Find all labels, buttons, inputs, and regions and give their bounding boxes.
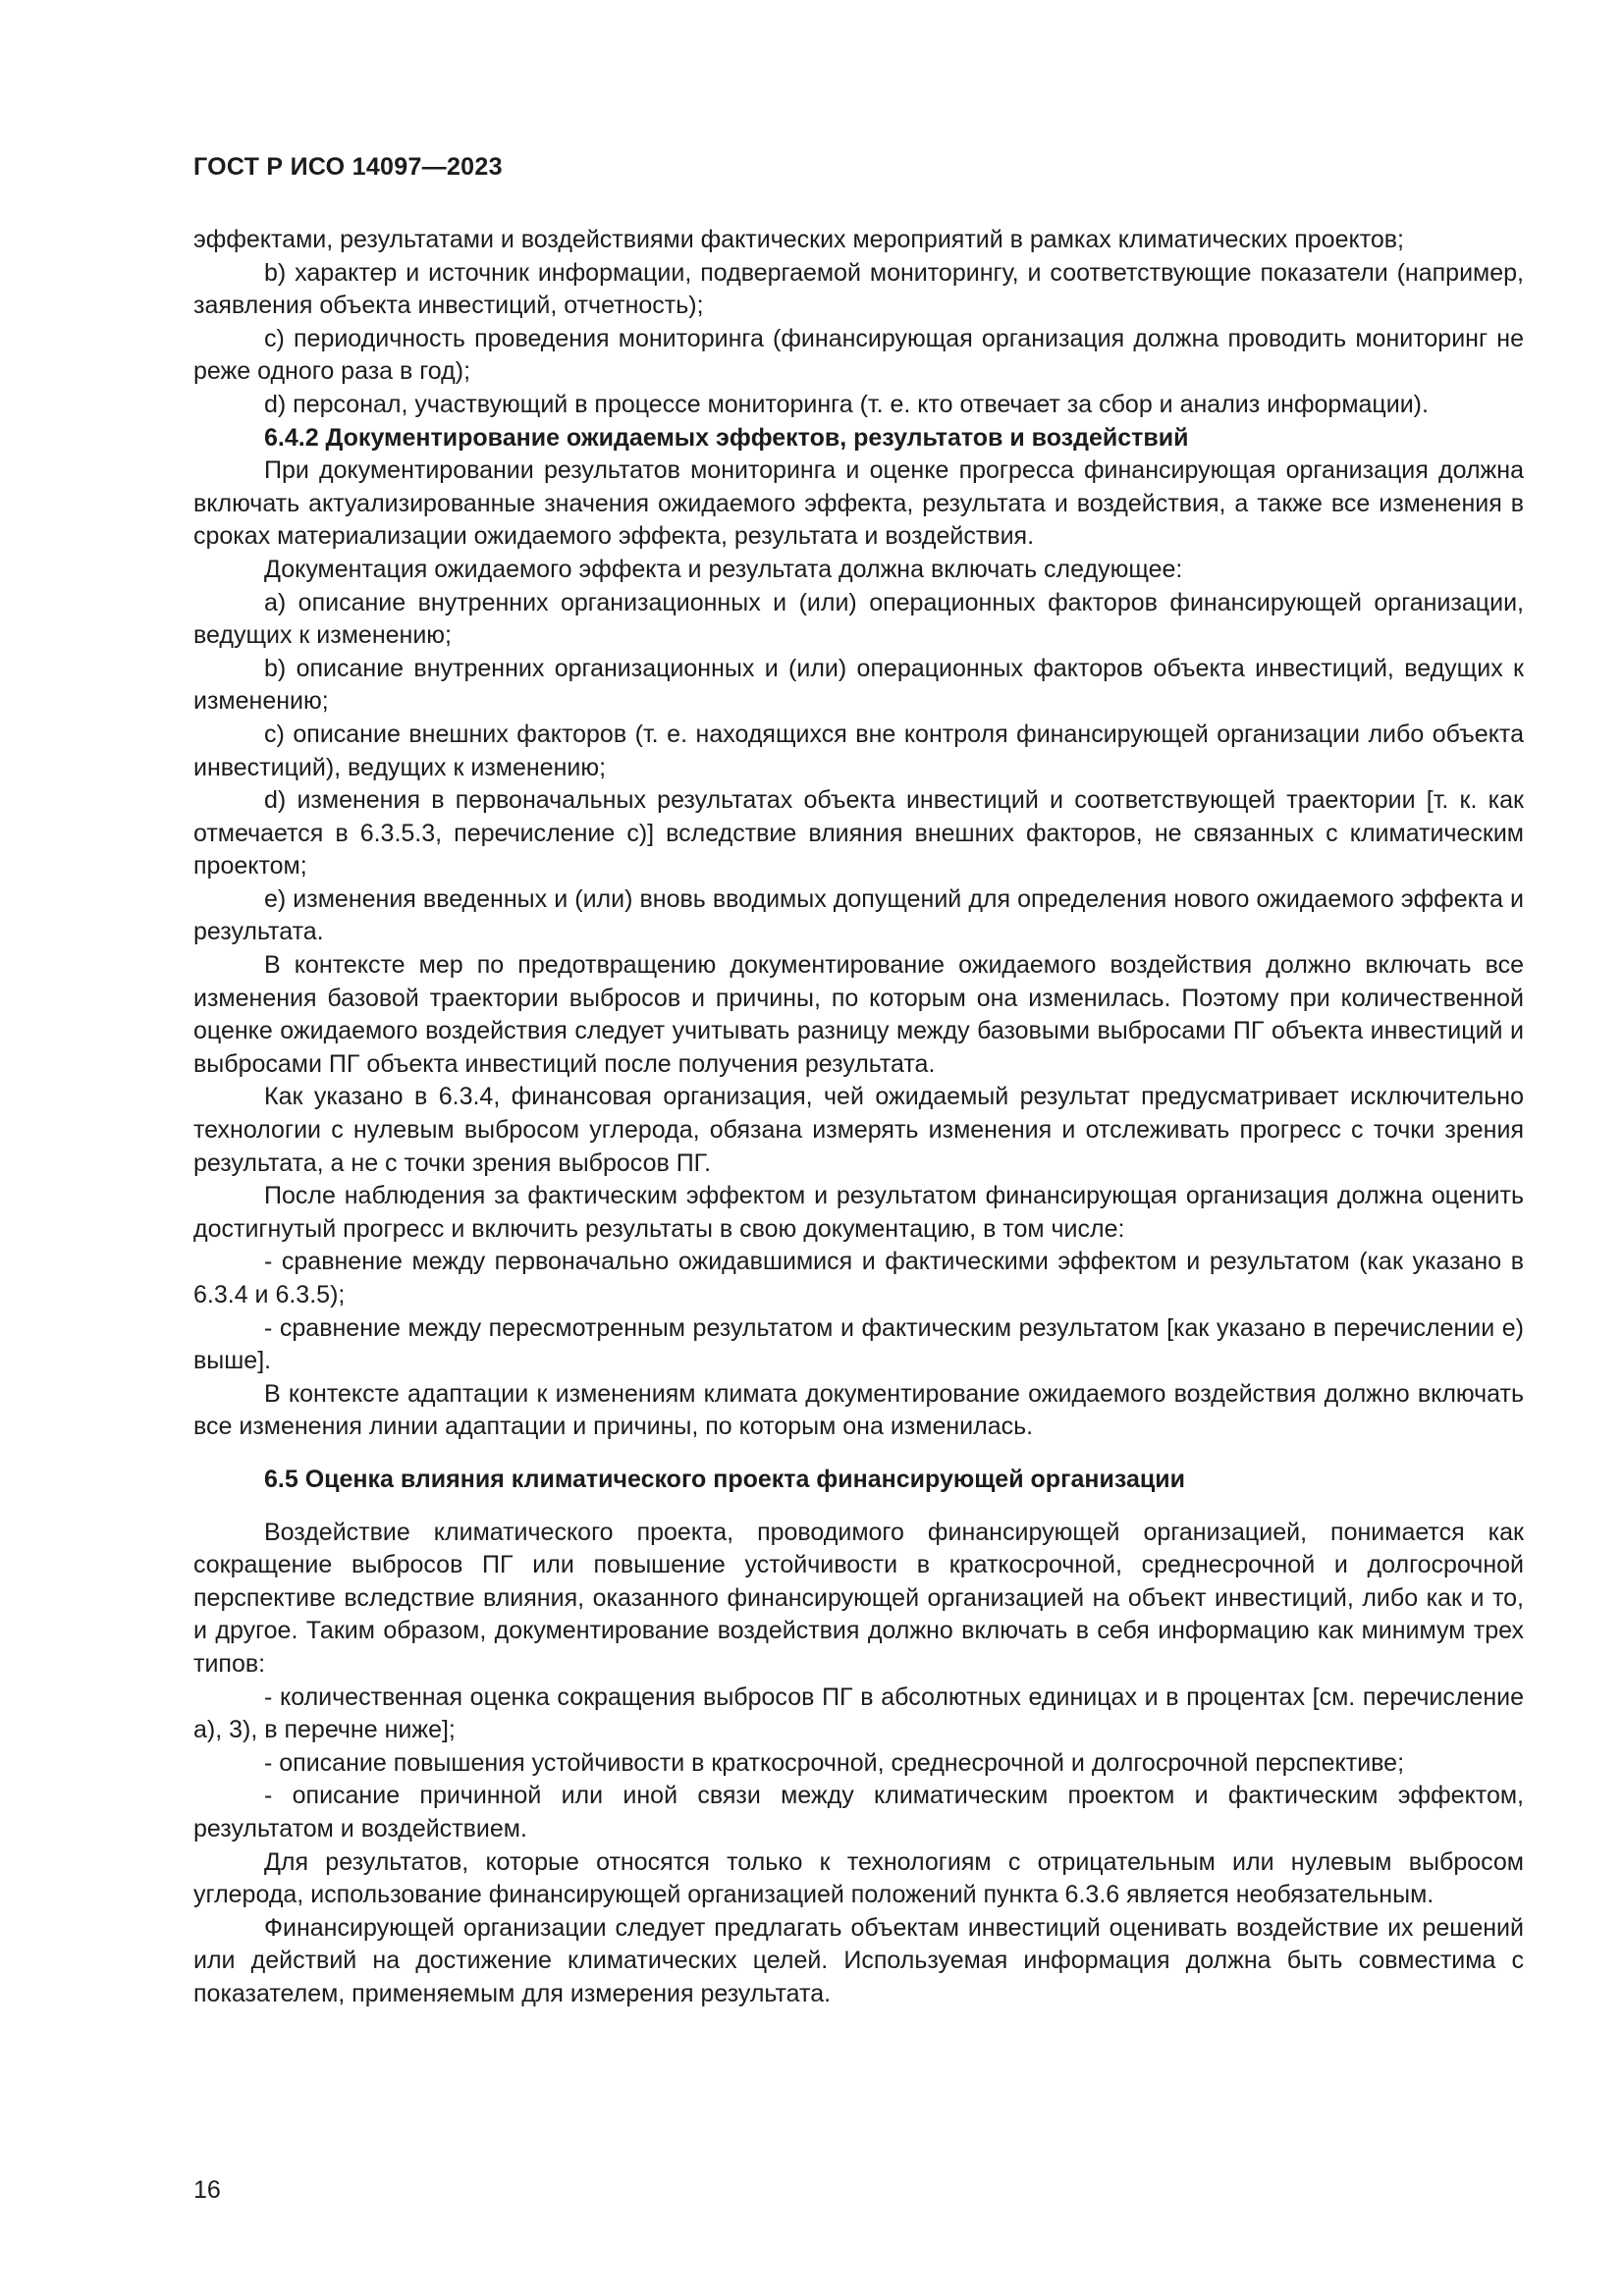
section-heading: 6.5 Оценка влияния климатического проекта финансирующей организации [264, 1465, 1185, 1493]
paragraph: a) описание внутренних организационных и (или) операционных факторов финансирующей организации, ведущих к изменению; [193, 588, 1524, 650]
paragraph: - описание повышения устойчивости в краткосрочной, среднесрочной и долгосрочной перспективе; [264, 1748, 1405, 1777]
body-text [193, 224, 1524, 2010]
paragraph: Воздействие климатического проекта, проводимого финансирующей организацией, понимается как сокращение выбросов ПГ или повышение устойчивости в краткосрочной, среднесрочной и долгосрочной перспективе вследствие влияния, оказанного финансирующей организацией на объект инвестиций, либо как и то, и другое. Таким образом, документирование воздействия должно включать в себя информацию как минимум трех типов: [193, 1518, 1524, 1678]
paragraph: При документировании результатов мониторинга и оценке прогресса финансирующая организация должна включать актуализированные значения ожидаемого эффекта, результата и воздействия, а также все изменения в сроках материализации ожидаемого эффекта, результата и воздействия. [193, 456, 1524, 551]
paragraph: В контексте мер по предотвращению документирование ожидаемого воздействия должно включать все изменения базовой траектории выбросов и причины, по которым она изменилась. Поэтому при количественной оценке ожидаемого воздействия следует учитывать разницу между базовыми выбросами ПГ объекта инвестиций и выбросами ПГ объекта инвестиций после получения результата. [193, 951, 1524, 1078]
paragraph: Для результатов, которые относятся только к технологиям с отрицательным или нулевым выбросом углерода, использование финансирующей организацией положений пункта 6.3.6 является необязательным. [193, 1847, 1524, 1909]
paragraph: - описание причинной или иной связи между климатическим проектом и фактическим эффектом, результатом и воздействием. [193, 1782, 1524, 1842]
paragraph: b) характер и источник информации, подвергаемой мониторингу, и соответствующие показатели (например, заявления объекта инвестиций, отчетность); [193, 258, 1524, 320]
paragraph: c) описание внешних факторов (т. е. находящихся вне контроля финансирующей организации либо объекта инвестиций), ведущих к изменению; [193, 720, 1524, 781]
section-heading: 6.4.2 Документирование ожидаемых эффектов, результатов и воздействий [264, 423, 1189, 452]
paragraph: b) описание внутренних организационных и (или) операционных факторов объекта инвестиций, ведущих к изменению; [193, 654, 1524, 716]
paragraph: Финансирующей организации следует предлагать объектам инвестиций оценивать воздействие их решений или действий на достижение климатических целей. Используемая информация должна быть совместима с показателем, применяемым для измерения результата. [193, 1913, 1524, 2007]
paragraph: В контексте адаптации к изменениям климата документирование ожидаемого воздействия должно включать все изменения линии адаптации и причины, по которым она изменилась. [193, 1379, 1524, 1441]
paragraph: Как указано в 6.3.4, финансовая организация, чей ожидаемый результат предусматривает исключительно технологии с нулевым выбросом углерода, обязана измерять изменения и отслеживать прогресс с точки зрения результата, а не с точки зрения выбросов ПГ. [193, 1083, 1524, 1177]
paragraph: - сравнение между пересмотренным результатом и фактическим результатом [как указано в перечислении e) выше]. [193, 1313, 1524, 1375]
paragraph: d) изменения в первоначальных результатах объекта инвестиций и соответствующей траектории [т. к. как отмечается в 6.3.5.3, перечисление c)] вследствие влияния внешних факторов, не связанных с климатическим проектом; [193, 786, 1524, 881]
document-code-header: ГОСТ Р ИСО 14097—2023 [193, 153, 503, 181]
page-number: 16 [193, 2176, 221, 2204]
paragraph: e) изменения введенных и (или) вновь вводимых допущений для определения нового ожидаемого эффекта и результата. [193, 884, 1524, 946]
paragraph: c) периодичность проведения мониторинга (финансирующая организация должна проводить мониторинг не реже одного раза в год); [193, 324, 1524, 386]
paragraph: - сравнение между первоначально ожидавшимися и фактическими эффектом и результатом (как указано в 6.3.4 и 6.3.5); [193, 1248, 1524, 1308]
paragraph: - количественная оценка сокращения выбросов ПГ в абсолютных единицах и в процентах [см. перечисление а), 3), в перечне ниже]; [193, 1682, 1524, 1744]
paragraph: d) персонал, участвующий в процессе мониторинга (т. е. кто отвечает за сбор и анализ информации). [264, 390, 1429, 418]
paragraph: эффектами, результатами и воздействиями фактических мероприятий в рамках климатических проектов; [193, 226, 1404, 253]
paragraph: После наблюдения за фактическим эффектом и результатом финансирующая организация должна оценить достигнутый прогресс и включить результаты в свою документацию, в том числе: [193, 1182, 1524, 1243]
paragraph: Документация ожидаемого эффекта и результата должна включать следующее: [264, 555, 1183, 583]
